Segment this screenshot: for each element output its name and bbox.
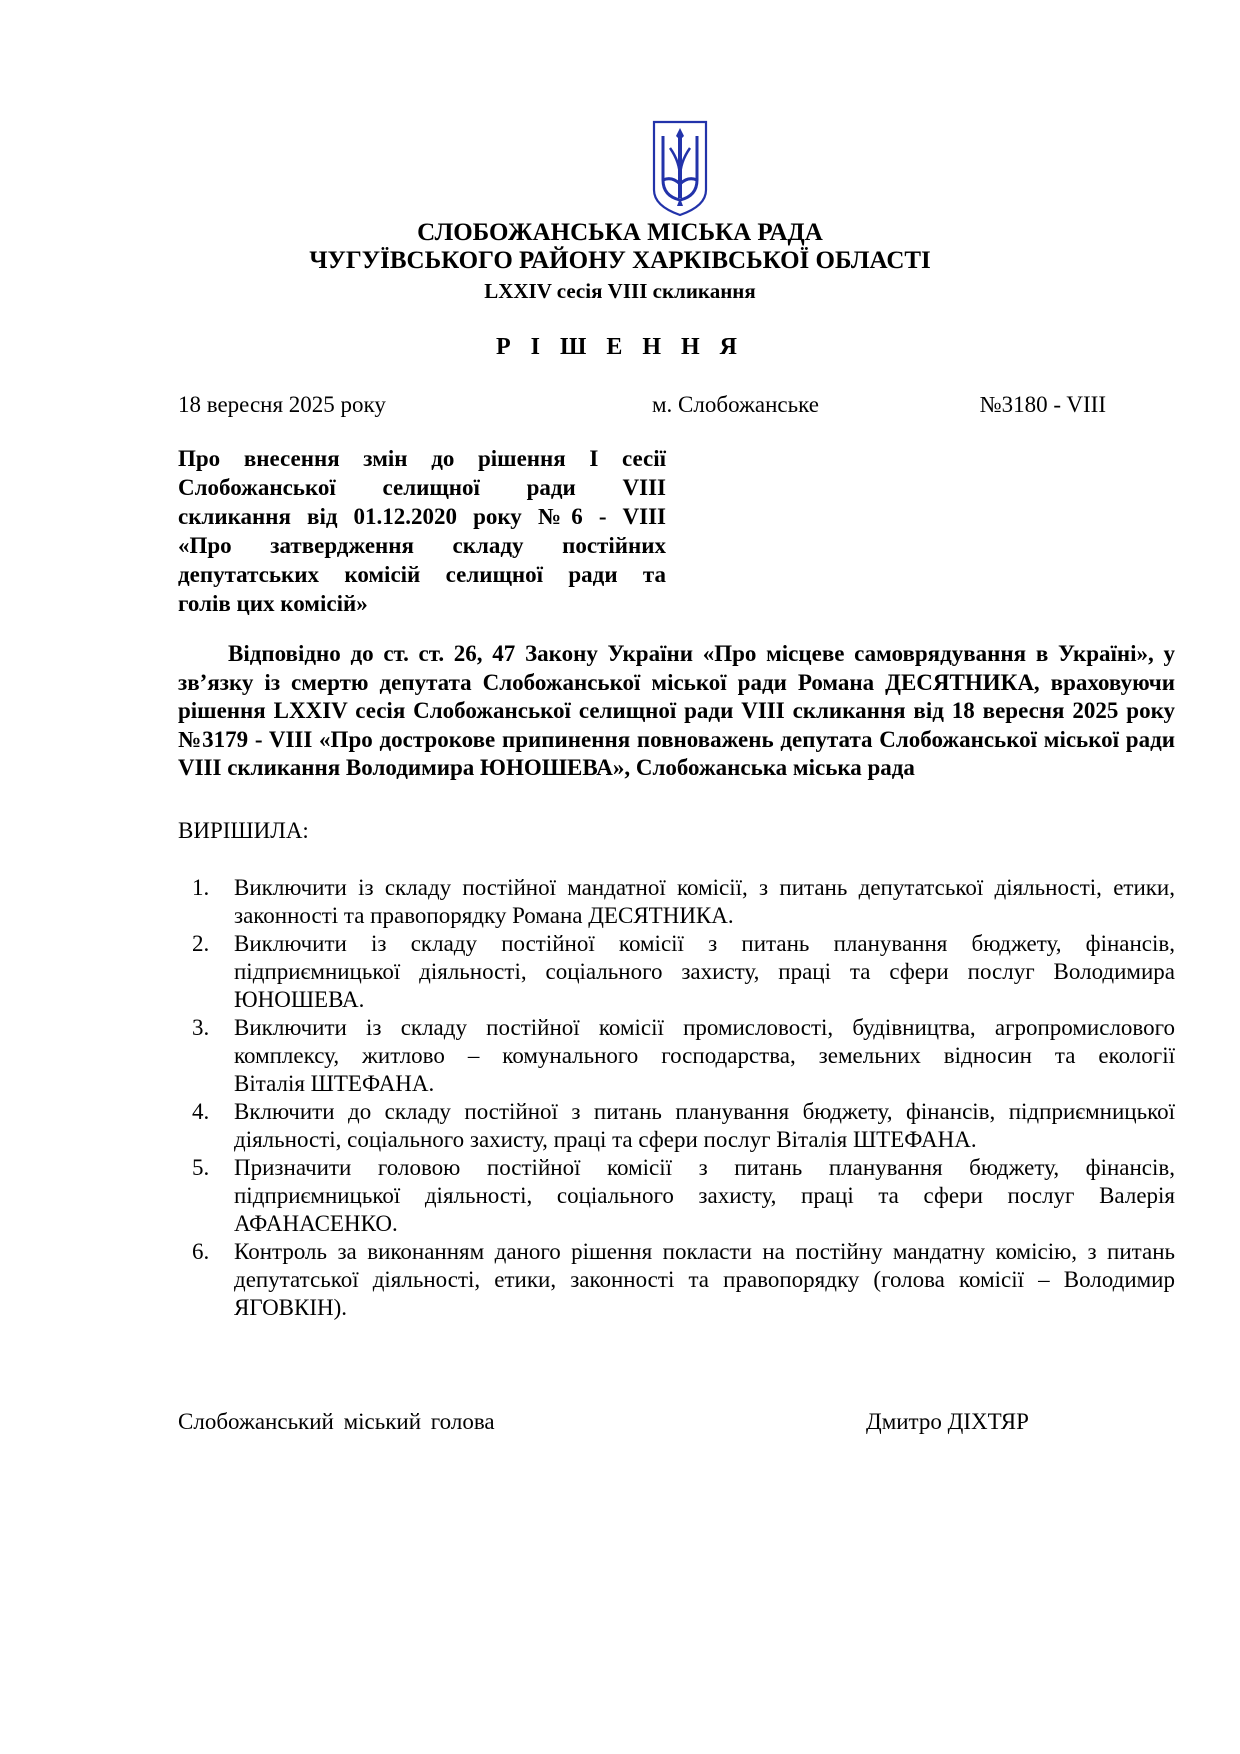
preamble-line: рішення LXXIV сесія Слобожанської селищної ради VIII скликання від 18 вересня 2025 року bbox=[178, 698, 1175, 723]
decision-number: №3180 - VIII bbox=[979, 392, 1106, 417]
list-item bbox=[178, 1154, 1175, 1238]
item-number: 4. bbox=[192, 1099, 210, 1124]
list-item bbox=[178, 930, 1175, 1014]
item-line: АФАНАСЕНКО. bbox=[234, 1211, 398, 1236]
item-line: Призначити головою постійної комісії з питань планування бюджету, фінансів, bbox=[234, 1155, 1175, 1180]
decided-heading: ВИРІШИЛА: bbox=[178, 818, 309, 843]
item-line: депутатської діяльності, етики, законності та правопорядку (голова комісії – Володимир bbox=[234, 1267, 1175, 1292]
decision-items-list bbox=[178, 874, 1175, 1322]
preamble-paragraph bbox=[178, 640, 1175, 783]
item-line: ЯГОВКІН). bbox=[234, 1295, 348, 1320]
item-line: ЮНОШЕВА. bbox=[234, 987, 365, 1012]
list-item bbox=[178, 874, 1175, 930]
item-line: Виключити із складу постійної мандатної комісії, з питань депутатської діяльності, етики, bbox=[234, 875, 1175, 900]
preamble-line: Відповідно до ст. ст. 26, 47 Закону України «Про місцеве самоврядування в Україні», у bbox=[228, 641, 1175, 666]
item-number: 6. bbox=[192, 1239, 210, 1264]
signatory-role: Слобожанський міський голова bbox=[178, 1409, 495, 1434]
document-type: Р І Ш Е Н Н Я bbox=[495, 334, 745, 360]
preamble-line: зв’язку із смертю депутата Слобожанської міської ради Романа ДЕСЯТНИКА, враховуючи bbox=[178, 669, 1175, 695]
item-line: Включити до складу постійної з питань планування бюджету, фінансів, підприємницької bbox=[234, 1099, 1175, 1124]
item-line: законності та правопорядку Романа ДЕСЯТНИКА. bbox=[234, 903, 734, 928]
preamble-line: №3179 - VIII «Про дострокове припинення повноважень депутата Слобожанської міської ради bbox=[178, 726, 1175, 752]
item-line: Виключити із складу постійної комісії з питань планування бюджету, фінансів, bbox=[234, 931, 1175, 956]
list-item bbox=[178, 1238, 1175, 1322]
subject-line: Слобожанської селищної ради VIII bbox=[178, 475, 666, 500]
item-number: 1. bbox=[192, 875, 210, 900]
subject-line: «Про затвердження складу постійних bbox=[178, 533, 666, 558]
item-number: 2. bbox=[192, 931, 210, 956]
preamble-line: VIII скликання Володимира ЮНОШЕВА», Слобожанська міська рада bbox=[178, 755, 915, 780]
item-line: діяльності, соціального захисту, праці та сфери послуг Віталія ШТЕФАНА. bbox=[234, 1127, 977, 1152]
decision-subject bbox=[178, 444, 666, 618]
signatory-name: Дмитро ДІХТЯР bbox=[866, 1409, 1029, 1434]
council-title: СЛОБОЖАНСЬКА МІСЬКА РАДА bbox=[417, 219, 823, 246]
subject-line: голів цих комісій» bbox=[178, 591, 368, 616]
item-line: підприємницької діяльності, соціального захисту, праці та сфери послуг Володимира bbox=[234, 959, 1175, 984]
item-line: Віталія ШТЕФАНА. bbox=[234, 1071, 435, 1096]
decision-date: 18 вересня 2025 року bbox=[178, 392, 386, 417]
decision-city: м. Слобожанське bbox=[652, 392, 819, 417]
subject-line: скликання від 01.12.2020 року №6 - VIII bbox=[178, 504, 666, 529]
item-number: 5. bbox=[192, 1155, 210, 1180]
item-line: Контроль за виконанням даного рішення покласти на постійну мандатну комісію, з питань bbox=[234, 1239, 1175, 1264]
session-title: LXXIV сесія VIII скликання bbox=[484, 279, 756, 303]
item-number: 3. bbox=[192, 1015, 210, 1040]
item-line: підприємницької діяльності, соціального захисту, праці та сфери послуг Валерія bbox=[234, 1183, 1175, 1208]
item-line: комплексу, житлово – комунального господарства, земельних відносин та екології bbox=[234, 1043, 1175, 1068]
tryzub-icon bbox=[650, 118, 710, 218]
list-item bbox=[178, 1098, 1175, 1154]
district-title: ЧУГУЇВСЬКОГО РАЙОНУ ХАРКІВСЬКОЇ ОБЛАСТІ bbox=[309, 247, 931, 274]
subject-line: депутатських комісій селищної ради та bbox=[178, 562, 666, 587]
subject-line: Про внесення змін до рішення І сесії bbox=[178, 446, 666, 471]
item-line: Виключити із складу постійної комісії промисловості, будівництва, агропромислового bbox=[234, 1015, 1175, 1040]
list-item bbox=[178, 1014, 1175, 1098]
